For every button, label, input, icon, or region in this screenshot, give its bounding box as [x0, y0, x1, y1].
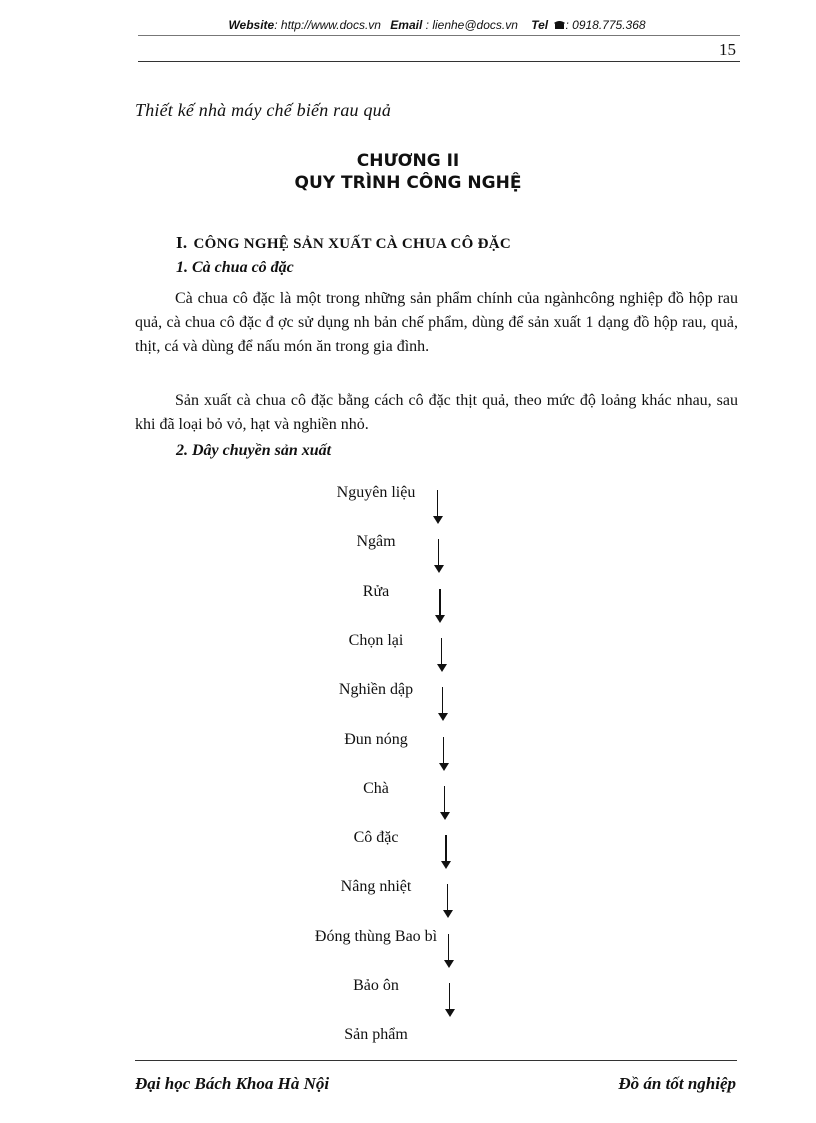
email-label: Email	[390, 18, 423, 32]
flow-step: Chà	[363, 779, 389, 797]
phone-icon	[554, 19, 565, 33]
section-roman: I.	[176, 233, 188, 252]
website-label: Website	[228, 18, 275, 32]
chapter-number: CHƯƠNG II	[356, 151, 460, 171]
footer-project: Đồ án tốt nghiệp	[618, 1074, 736, 1093]
header-contact-line	[138, 18, 736, 33]
flow-step: Bảo ôn	[353, 977, 399, 994]
flow-step: Đóng thùng Bao bì	[314, 927, 438, 945]
flow-step: Chọn lại	[348, 631, 404, 649]
header-divider	[138, 61, 740, 62]
flow-step: Ngâm	[356, 533, 396, 551]
paragraph-1: Cà chua cô đặc là một trong những sản phẩm chính của ngànhcông nghiệp đồ hộp rau quả, cà chua cô đặc đ ợc sử dụng nh bản chế phẩm, dùng để sản xuất 1 dạng đồ hộp rau, quả, thịt, cá và dùng để nấu món ăn trong gia đình.	[135, 290, 738, 355]
tel-value: : 0918.775.368	[565, 18, 646, 32]
section-heading	[176, 233, 511, 253]
footer-university: Đại học Bách Khoa Hà Nội	[135, 1074, 330, 1093]
flow-step: Cô đặc	[353, 829, 399, 847]
section-title: CÔNG NGHỆ SẢN XUẤT CÀ CHUA CÔ ĐẶC	[193, 236, 512, 252]
flow-step: Sản phẩm	[344, 1026, 408, 1044]
subsection-heading-1: 1. Cà chua cô đặc	[176, 259, 294, 276]
flow-step: Rửa	[362, 582, 390, 600]
chapter-title: QUY TRÌNH CÔNG NGHỆ	[294, 173, 522, 193]
flow-step: Nâng nhiệt	[340, 878, 412, 896]
tel-label: Tel	[531, 18, 549, 32]
flow-step: Đun nóng	[344, 730, 408, 748]
page-number: 15	[719, 40, 736, 59]
subsection-heading-2: 2. Dây chuyền sản xuất	[176, 442, 332, 459]
running-title: Thiết kế nhà máy chế biến rau quả	[135, 100, 392, 120]
email-value[interactable]: : lienhe@docs.vn	[425, 18, 518, 32]
flow-step: Nghiền dập	[338, 681, 414, 699]
footer-rule	[135, 1060, 737, 1061]
flow-step: Nguyên liệu	[336, 484, 416, 501]
website-value[interactable]: : http://www.docs.vn	[274, 18, 381, 32]
paragraph-2: Sản xuất cà chua cô đặc bằng cách cô đặc thịt quả, theo mức độ loảng khác nhau, sau khi đã loại bỏ vỏ, hạt và nghiền nhỏ.	[135, 392, 738, 433]
header-rule	[138, 35, 740, 36]
